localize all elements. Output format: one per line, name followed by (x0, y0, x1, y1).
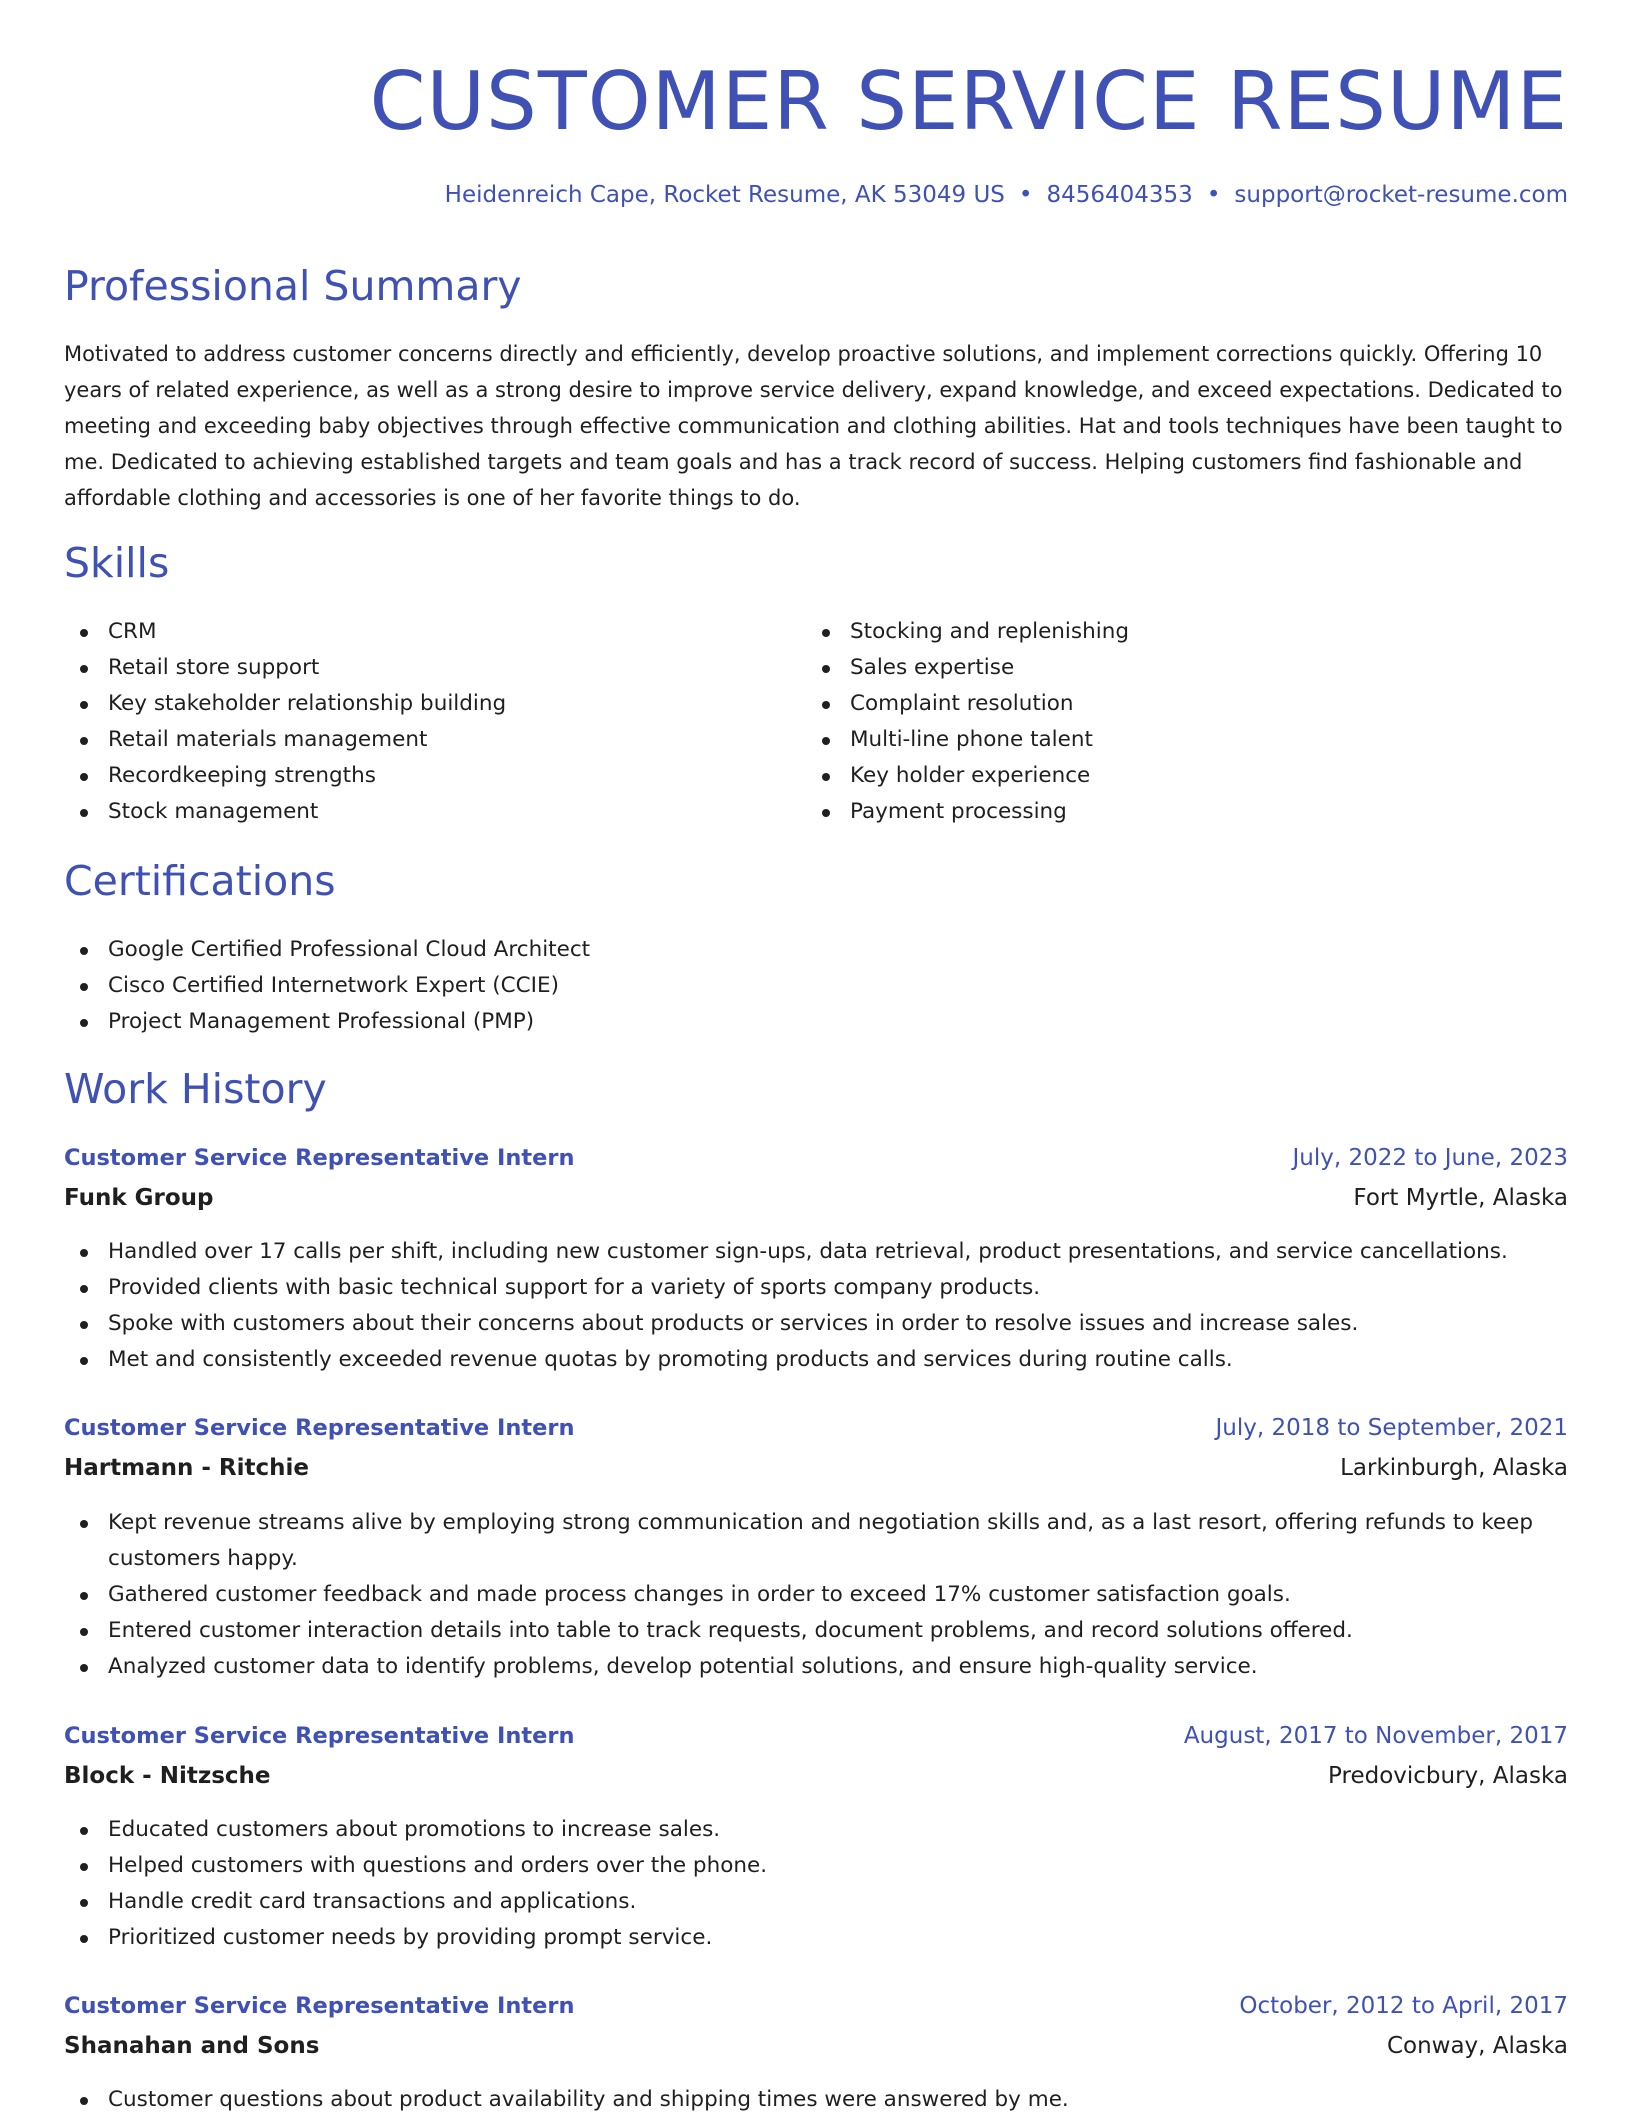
list-item: Key stakeholder relationship building (64, 686, 764, 722)
job-company: Funk Group (64, 1185, 214, 1211)
list-item: Met and consistently exceeded revenue quotas by promoting products and services during routine calls. (64, 1342, 1568, 1378)
work-history-heading: Work History (64, 1065, 327, 1113)
job-bullets (64, 1234, 1568, 1378)
job-dates: October, 2012 to April, 2017 (1239, 1993, 1568, 2019)
list-item: Spoke with customers about their concerns about products or services in order to resolve issues and increase sales. (64, 1306, 1568, 1342)
list-item: Gathered customer feedback and made process changes in order to exceed 17% customer satisfaction goals. (64, 1577, 1568, 1613)
list-item: Educated customers about promotions to increase sales. (64, 1812, 1568, 1848)
job-location: Predovicbury, Alaska (1328, 1763, 1568, 1789)
list-item: Entered customer interaction details into table to track requests, document problems, and record solutions offered. (64, 1613, 1568, 1649)
list-item: Retail store support (64, 650, 764, 686)
list-item: Sales expertise (806, 650, 1506, 686)
summary-heading: Professional Summary (64, 262, 522, 310)
list-item: Stock management (64, 794, 764, 830)
job-title: Customer Service Representative Intern (64, 1723, 575, 1749)
list-item: Complaint resolution (806, 686, 1506, 722)
job-bullets (64, 1505, 1568, 1685)
certifications-list (64, 932, 1568, 1040)
list-item: Provided clients with basic technical support for a variety of sports company products. (64, 1270, 1568, 1306)
list-item: Multi-line phone talent (806, 722, 1506, 758)
job-title: Customer Service Representative Intern (64, 1145, 575, 1171)
job-location: Larkinburgh, Alaska (1340, 1455, 1568, 1481)
list-item: Prioritized customer needs by providing prompt service. (64, 1920, 1568, 1956)
list-item: Payment processing (806, 794, 1506, 830)
list-item: Recordkeeping strengths (64, 758, 764, 794)
job-bullets (64, 2082, 1568, 2112)
contact-separator: • (1018, 182, 1033, 208)
job-bullets (64, 1812, 1568, 1956)
list-item: Google Certified Professional Cloud Architect (64, 932, 1568, 968)
list-item: Stocking and replenishing (806, 614, 1506, 650)
job-dates: August, 2017 to November, 2017 (1183, 1723, 1568, 1749)
job-dates: July, 2022 to June, 2023 (1292, 1145, 1568, 1171)
contact-email[interactable]: support@rocket-resume.com (1234, 182, 1568, 208)
list-item: Retail materials management (64, 722, 764, 758)
skills-list-right (806, 614, 1506, 830)
job-dates: July, 2018 to September, 2021 (1215, 1415, 1568, 1441)
list-item: Cisco Certified Internetwork Expert (CCIE) (64, 968, 1568, 1004)
job-company: Block - Nitzsche (64, 1763, 271, 1789)
contact-separator: • (1206, 182, 1221, 208)
job-title: Customer Service Representative Intern (64, 1415, 575, 1441)
job-company: Shanahan and Sons (64, 2033, 320, 2059)
contact-line (445, 182, 1568, 208)
job-location: Conway, Alaska (1386, 2033, 1568, 2059)
list-item: Handle credit card transactions and applications. (64, 1884, 1568, 1920)
list-item: Handled over 17 calls per shift, including new customer sign-ups, data retrieval, product presentations, and service cancellations. (64, 1234, 1568, 1270)
job-company: Hartmann - Ritchie (64, 1455, 309, 1481)
skills-heading: Skills (64, 539, 170, 587)
list-item: Analyzed customer data to identify problems, develop potential solutions, and ensure high-quality service. (64, 1649, 1568, 1685)
contact-phone: 8456404353 (1046, 182, 1193, 208)
list-item: Kept revenue streams alive by employing strong communication and negotiation skills and, as a last resort, offering refunds to keep customers happy. (64, 1505, 1568, 1577)
list-item: CRM (64, 614, 764, 650)
list-item: Key holder experience (806, 758, 1506, 794)
list-item: Helped customers with questions and orders over the phone. (64, 1848, 1568, 1884)
list-item: Project Management Professional (PMP) (64, 1004, 1568, 1040)
job-title: Customer Service Representative Intern (64, 1993, 575, 2019)
contact-address: Heidenreich Cape, Rocket Resume, AK 53049 US (444, 182, 1005, 208)
job-location: Fort Myrtle, Alaska (1353, 1185, 1568, 1211)
resume-title: CUSTOMER SERVICE RESUME (369, 55, 1568, 148)
certifications-heading: Certifications (64, 857, 336, 905)
skills-list-left (64, 614, 764, 830)
list-item: Customer questions about product availability and shipping times were answered by me. (64, 2082, 1568, 2112)
summary-text: Motivated to address customer concerns directly and efficiently, develop proactive solutions, and implement corrections quickly. Offering 10 years of related experience, as well as a strong desire to improve service delivery, expand knowledge, and exceed expectations. Dedicated to meeting and exceeding baby objectives through effective communication and clothing abilities. Hat and tools techniques have been taught to me. Dedicated to achieving established targets and team goals and has a track record of success. Helping customers find fashionable and affordable clothing and accessories is one of her favorite things to do. (64, 342, 1563, 510)
